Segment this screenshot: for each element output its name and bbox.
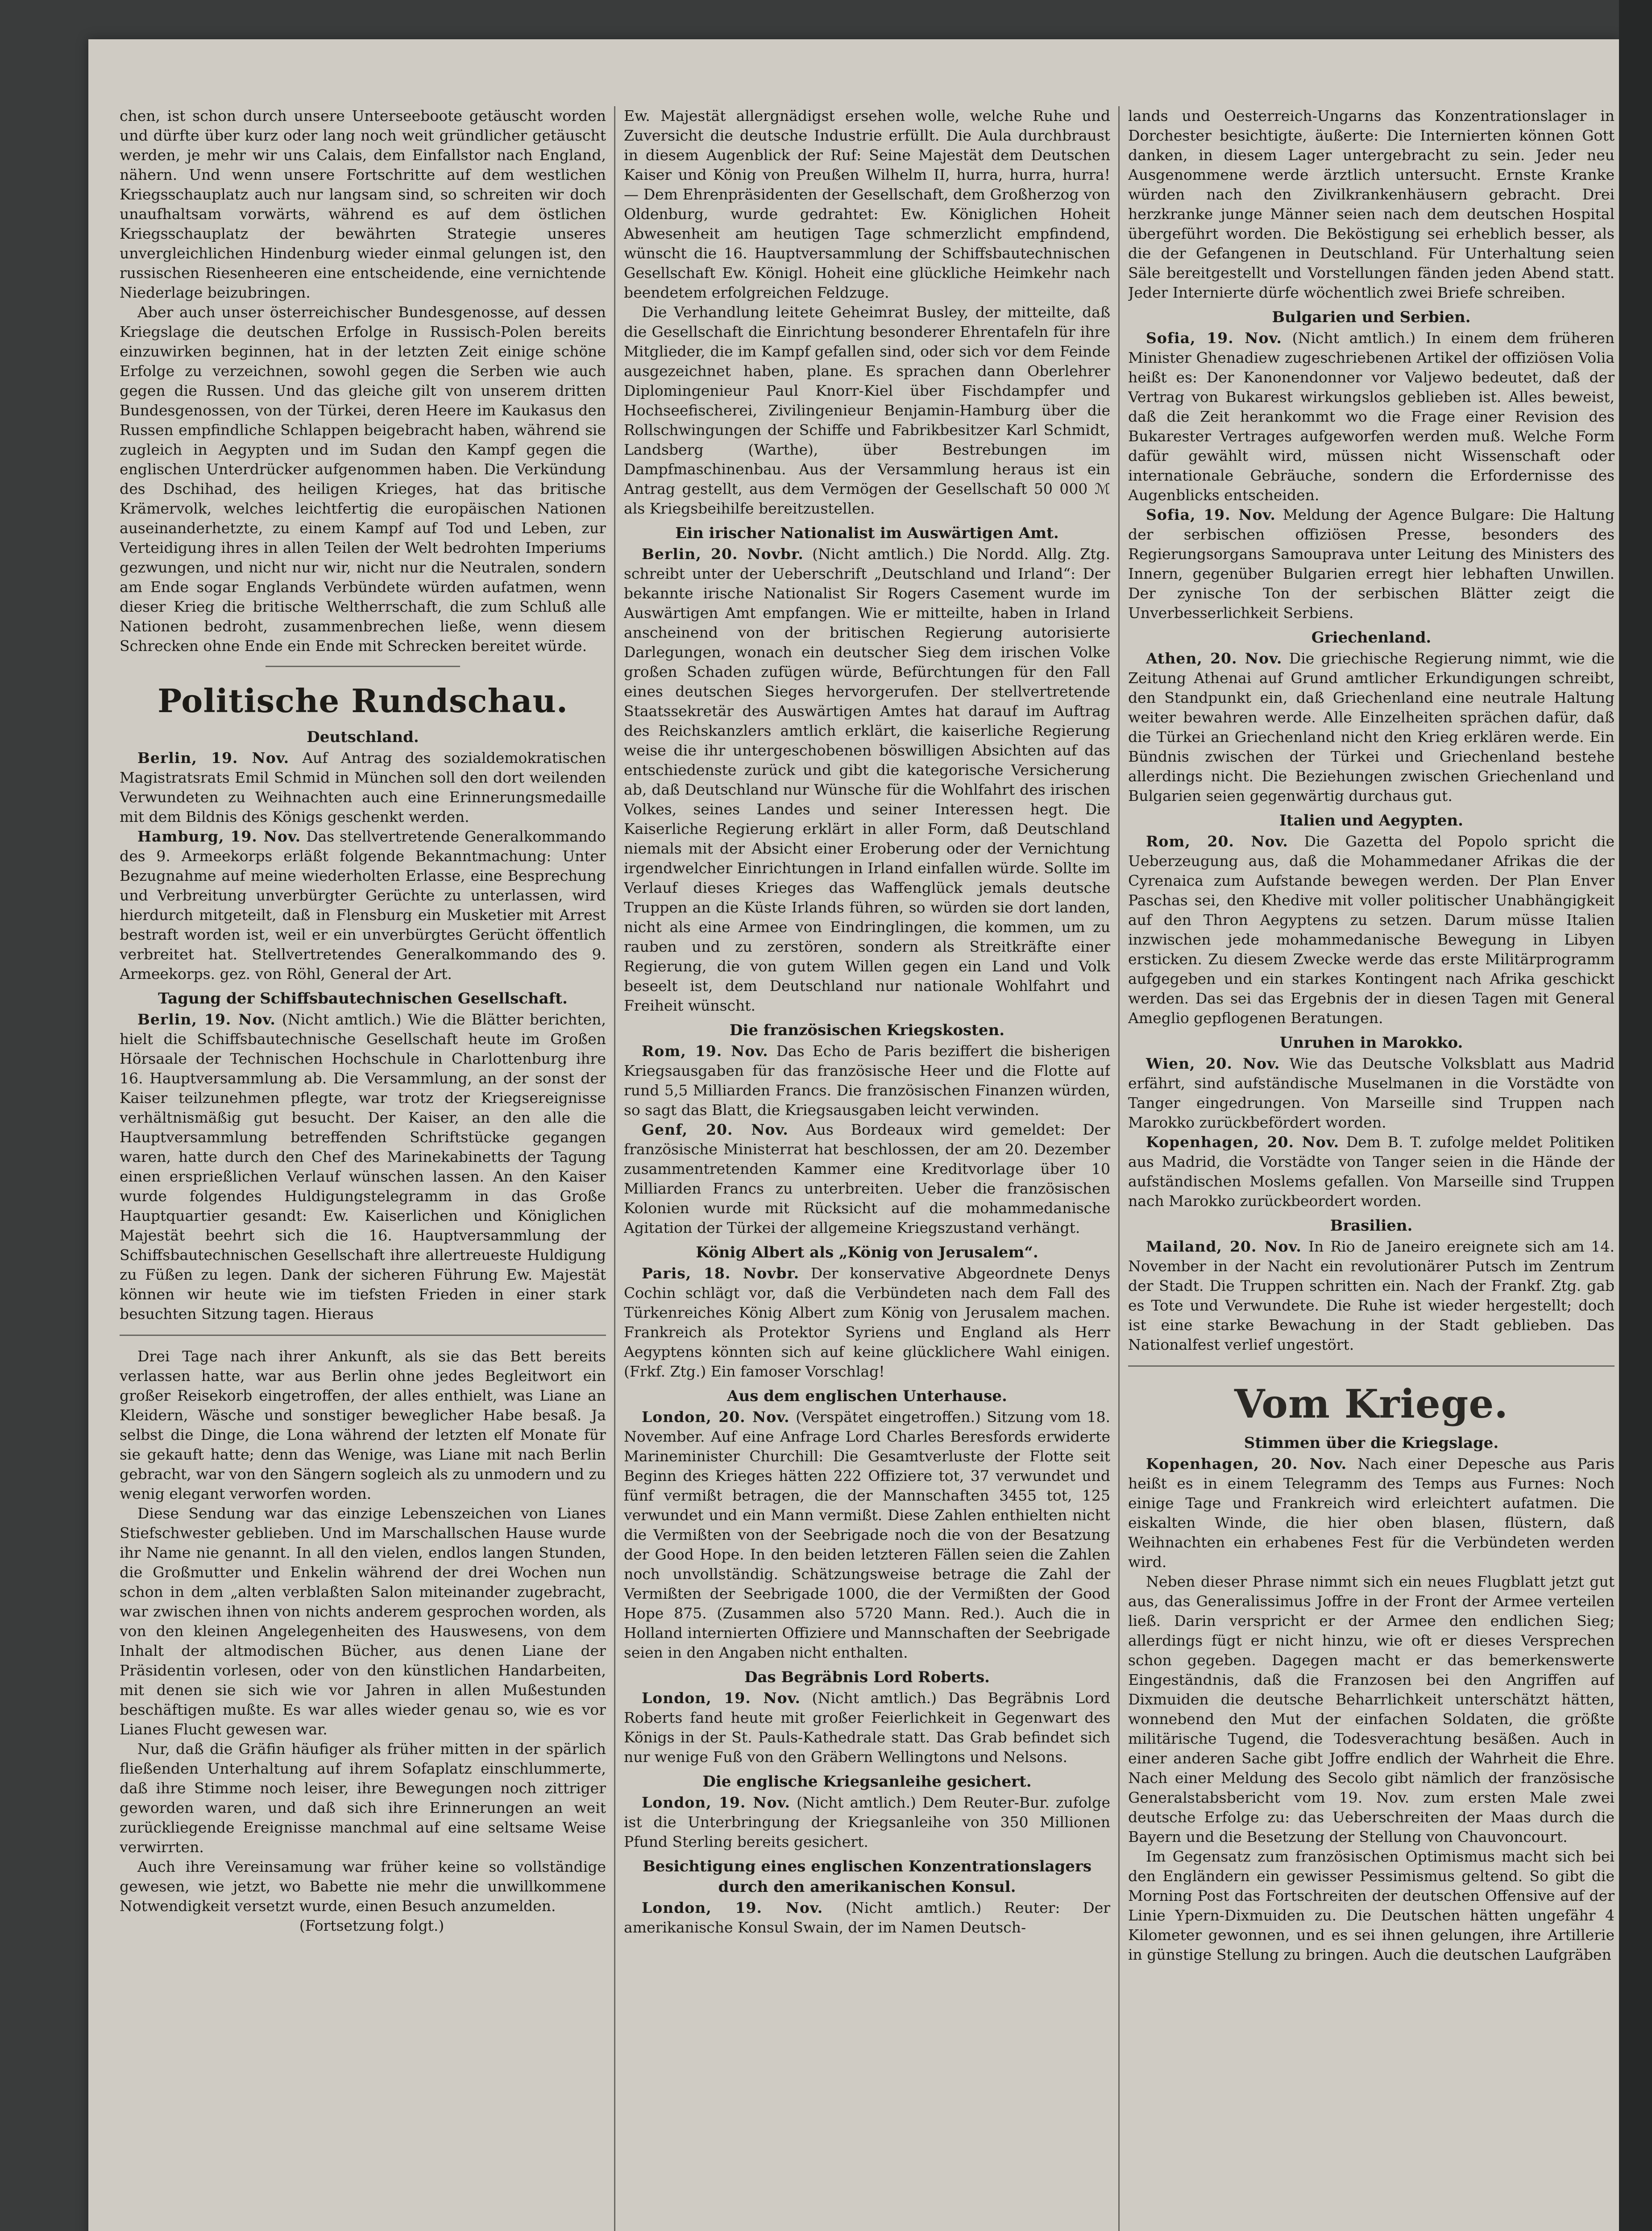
subheading-stimmen: Stimmen über die Kriegslage. <box>1244 1434 1499 1452</box>
news-item-text: Meldung der Agence Bulgare: Die Haltung der serbischen offiziösen Presse, besonders des Regierungsorgans Samouprava unter Leitung des Ministers des Innern, gegenüber Bulgarien erregt hier lebhaften Unwillen. Der zynische Ton der serbischen Blätter zeigt die Unverbesserlichkeit Serbiens. <box>1128 506 1615 622</box>
article-paragraph: Im Gegensatz zum französischen Optimismus macht sich bei den Engländern ein gewisser Pessimismus geltend. So gibt die Morning Post das Fortschreiten der deutschen Offensive auf der Linie Ypern-Dixmuiden zu. Die Deutschen hätten ungefähr 4 Kilometer gewonnen, und es sei ihnen gelungen, ihre Artillerie in günstige Stellung zu bringen. Auch die deutschen Laufgräben <box>1128 1848 1615 1963</box>
news-item-text: Der konservative Abgeordnete Denys Cochin schlägt vor, daß die Verbündeten nach dem Fall des Türkenreiches König Albert zum König von Jerusalem machen. Frankreich als Protektor Syriens und England als Herr Aegyptens könnten sich auf keine glücklichere Wahl einigen. (Frkf. Ztg.) Ein famoser Vorschlag! <box>624 1265 1110 1380</box>
section-title-politische-rundschau: Politische Rundschau. <box>158 682 568 720</box>
subheading-unterhaus: Aus dem englischen Unterhause. <box>727 1387 1007 1405</box>
divider <box>266 666 460 667</box>
dateline: London, 19. Nov. <box>642 1899 823 1916</box>
feuilleton-paragraph: Auch ihre Vereinsamung war früher keine so vollständige gewesen, wie jetzt, wo Babette nie mehr die unwillkommene Notwendigkeit versetzt wurde, einen Besuch anzumelden. <box>120 1858 606 1915</box>
article-continuation: Ew. Majestät allergnädigst ersehen wolle, welche Ruhe und Zuversicht die deutsche Industrie erfüllt. Die Aula durchbraust in diesem Augenblick der Ruf: Seine Majestät dem Deutschen Kaiser und König von Preußen Wilhelm II, hurra, hurra, hurra! — Dem Ehrenpräsidenten der Gesellschaft, dem Großherzog von Oldenburg, wurde gedrahtet: Ew. Königlichen Hoheit Abwesenheit am heutigen Tage schmerzlicht empfindend, wünscht die 16. Hauptversammlung der Schiffsbautechnischen Gesellschaft Ew. Königl. Hoheit eine glückliche Heimkehr nach beendetem erfolgreichen Feldzuge. <box>624 107 1110 301</box>
subheading-marokko: Unruhen in Marokko. <box>1279 1034 1463 1052</box>
dateline: Kopenhagen, 20. Nov. <box>1146 1133 1340 1151</box>
subheading-koenig-albert: König Albert als „König von Jerusalem“. <box>696 1244 1038 1261</box>
feuilleton-paragraph: Drei Tage nach ihrer Ankunft, als sie das Bett bereits verlassen hatte, war aus Berlin ohne jedes Begleitwort ein großer Reisekorb eingetroffen, der alles enthielt, was Liane an Kleidern, Wäsche und sonstiger beweglicher Habe besaß. Ja selbst die Dinge, die Lona während der letzten elf Monate für sie gekauft hatte; denn das Wenige, was Liane mit nach Berlin gebracht, war von den Sängern sogleich als zu unmodern und zu wenig elegant verworfen worden. <box>120 1348 606 1502</box>
dateline: London, 19. Nov. <box>642 1689 801 1707</box>
news-item-text: (Nicht amtlich.) In einem dem früheren Minister Ghenadiew zugeschriebenen Artikel der offiziösen Volia heißt es: Der Kanonendonner vor Valjewo bedeutet, daß der Vertrag von Bukarest wirkungslos geblieben ist. Alles beweist, daß die Zeit herankommt wo die Frage einer Revision des Bukarester Vertrages aufgeworfen werden muß. Welche Form dafür gewählt wird, müssen nicht Wissenschaft oder internationale Gebräuche, sondern die Erfordernisse des Augenblicks entscheiden. <box>1128 329 1615 504</box>
dateline: Kopenhagen, 20. Nov. <box>1146 1455 1347 1472</box>
news-item-text: (Verspätet eingetroffen.) Sitzung vom 18. November. Auf eine Anfrage Lord Charles Beresfords erwiderte Marineminister Churchill: Die Gesamtverluste der Flotte seit Beginn des Krieges hätten 222 Offiziere tot, 37 verwundet und fünf vermißt betragen, die der Mannschaften 3455 tot, 125 verwundet und ein Mann vermißt. Diese Zahlen enthielten nicht die Vermißten von der Seebrigade noch die von der Besatzung der Good Hope. In den beiden letzteren Fällen seien die Zahlen noch unvollständig. Schätzungsweise betrage die Zahl der Vermißten der Seebrigade 1000, die der Vermißten der Good Hope 875. (Zusammen also 5720 Mann. Red.). Auch die in Holland internierten Offiziere und Mannschaften der Seebrigade seien in den Angaben nicht enthalten. <box>624 1408 1110 1661</box>
scan-border <box>1619 0 1652 2231</box>
dateline: London, 19. Nov. <box>642 1794 790 1811</box>
subheading-brasilien: Brasilien. <box>1330 1217 1413 1235</box>
news-item-text: (Nicht amtlich.) Dem Reuter-Bur. zufolge ist die Unterbringung der Kriegsanleihe von 350 Millionen Pfund Sterling bereits gesichert. <box>624 1794 1110 1850</box>
divider <box>1128 1365 1615 1367</box>
subheading-irish-nationalist: Ein irischer Nationalist im Auswärtigen Amt. <box>675 524 1059 542</box>
feuilleton-paragraph: Nur, daß die Gräfin häufiger als früher mitten in der spärlich fließenden Unterhaltung auf ihrem Sofaplatz einschlummerte, daß ihre Stimme noch leiser, ihre Bewegungen noch zittriger geworden waren, und daß sich ihre Erinnerungen an weit zurückliegende Ereignisse manchmal auf eine seltsame Weise verwirrten. <box>120 1740 606 1856</box>
news-item-text: (Nicht amtlich.) Die Nordd. Allg. Ztg. schreibt unter der Ueberschrift „Deutschland und Irland“: Der bekannte irische Nationalist Sir Rogers Casement wurde im Auswärtigen Amt empfangen. Wie er mitteilte, haben in Irland anscheinend von der britischen Regierung autorisierte Darlegungen, wonach ein deutscher Sieg dem irischen Volke großen Schaden zufügen würde, Befürchtungen für den Fall eines deutschen Sieges hervorgerufen. Der stellvertretende Staatssekretär des Auswärtigen Amtes hat darauf im Auftrag des Reichskanzlers amtlich erklärt, die kaiserliche Regierung weise die ihr untergeschobenen böswilligen Absichten auf das entschiedenste zurück und gibt die kategorische Versicherung ab, daß Deutschland nur Wünsche für die Wohlfahrt des irischen Volkes, seines Landes und seiner Interessen hegt. Die Kaiserliche Regierung erklärt in aller Form, daß Deutschland niemals mit der Absicht einer Eroberung oder der Vernichtung irgendwelcher Einrichtungen in Irland einfallen würde. Sollte im Verlauf dieses Krieges das Waffenglück jemals deutsche Truppen an die Küste Irlands führen, so würden sie dort landen, nicht als eine Armee von Eindringlingen, die kommen, um zu rauben und zu zerstören, sondern als Streitkräfte einer Regierung, die von gutem Willen gegen ein Land und Volk beseelt ist, dem Deutschland nur nationale Wohlfahrt und Freiheit wünscht. <box>624 545 1110 1014</box>
dateline: Sofia, 19. Nov. <box>1146 329 1282 347</box>
feuilleton-divider <box>120 1335 606 1336</box>
article-paragraph: Aber auch unser österreichischer Bundesgenosse, auf dessen Kriegslage die deutschen Erfolge in Russisch-Polen bereits einzuwirken beginnen, hat in der letzten Zeit einige schöne Erfolge zu verzeichnen, sowohl gegen die Serben wie auch gegen die Russen. Und das gleiche gilt von unserem dritten Bundesgenossen, von der Türkei, deren Heere im Kaukasus den Russen empfindliche Schlappen beigebracht haben, während sie zugleich in Aegypten und im Sudan den Kampf gegen die englischen Unterdrücker aufgenommen haben. Die Verkündung des Dschihad, des heiligen Krieges, hat das britische Krämervolk, welches leichtfertig die europäischen Nationen auseinanderhetzte, zu einem Kampf auf Tod und Leben, zur Verteidigung ihres in allen Teilen der Welt bedrohten Imperiums gezwungen, und nicht nur wir, nicht nur die Neutralen, sondern am Ende sogar Englands Verbündete würden aufatmen, wenn dieser Krieg die britische Weltherrschaft, die zum Schluß alle Nationen bedroht, zusammenbrechen ließe, wenn diesem Schrecken ohne Ende ein Ende mit Schrecken bereitet würde. <box>120 303 606 655</box>
article-paragraph: Neben dieser Phrase nimmt sich ein neues Flugblatt jetzt gut aus, das Generalissimus Joffre in der Front der Armee verteilen ließ. Darin verspricht er der Armee den endlichen Sieg; allerdings fügt er nicht hinzu, wie oft er dieses Versprechen schon gegeben. Dagegen macht er das bemerkenswerte Eingeständnis, daß die Franzosen bei den Angriffen auf Dixmuiden die deutsche Beharrlichkeit unterschätzt hätten, wonnebend den Mut der einfachen Soldaten, die größte militärische Tugend, die Todesverachtung besäßen. Auch in einer anderen Sache gibt Joffre endlich der Wahrheit die Ehre. Nach einer Meldung des Secolo gibt nämlich der französische Generalstabsbericht vom 19. Nov. zum ersten Male zwei deutsche Erfolge zu: das Ueberschreiten der Maas durch die Bayern und die Besetzung der Stellung von Chauvoncourt. <box>1128 1573 1615 1845</box>
news-item-text: Das stellvertretende Generalkommando des 9. Armeekorps erläßt folgende Bekanntmachung: Unter Bezugnahme auf meine wiederholten Erlasse, eine Besprechung und Verbreitung unverbürgter Gerüchte zu unterlassen, wird hierdurch mitgeteilt, daß in Flensburg ein Musketier mit Arrest bestraft worden ist, weil er ein unverbürgtes Gerücht öffentlich verbreitet hat. Stellvertretendes Generalkommando des 9. Armeekorps. gez. von Röhl, General der Art. <box>120 828 606 983</box>
dateline: Mailand, 20. Nov. <box>1146 1238 1302 1255</box>
news-item-text: (Nicht amtlich.) Reuter: Der amerikanische Konsul Swain, der im Namen Deutsch- <box>624 1899 1110 1936</box>
dateline: Rom, 20. Nov. <box>1146 833 1288 850</box>
subheading-bulgarien: Bulgarien und Serbien. <box>1272 308 1471 326</box>
news-item-text: Nach einer Depesche aus Paris heißt es in einem Telegramm des Temps aus Furnes: Noch einige Tage und Frankreich wird erleichtert aufatmen. Die eiskalten Winde, die hier oben blasen, flüstern, daß Weihnachten ein erhabenes Fest für die Verbündeten werden wird. <box>1128 1455 1615 1571</box>
dateline: Paris, 18. Novbr. <box>642 1265 800 1282</box>
column-2 <box>624 106 1110 2231</box>
continued-note: (Fortsetzung folgt.) <box>299 1917 444 1934</box>
subheading-griechenland: Griechenland. <box>1311 629 1432 647</box>
subheading-deutschland: Deutschland. <box>307 728 419 746</box>
subheading-kriegskosten: Die französischen Kriegskosten. <box>729 1021 1005 1039</box>
subheading-kriegsanleihe: Die englische Kriegsanleihe gesichert. <box>702 1773 1032 1791</box>
newspaper-page <box>88 39 1619 2231</box>
dateline: Athen, 20. Nov. <box>1146 650 1283 667</box>
subheading-tagung: Tagung der Schiffsbautechnischen Gesellschaft. <box>158 990 568 1008</box>
dateline: Rom, 19. Nov. <box>642 1042 768 1060</box>
column-rule <box>1118 106 1120 2231</box>
news-item-text: (Nicht amtlich.) Das Begräbnis Lord Roberts fand heute mit großer Feierlichkeit in Gegenwart des Königs in der St. Pauls-Kathedrale statt. Das Grab befindet sich nur wenige Fuß von den Gräbern Wellingtons und Nelsons. <box>624 1689 1110 1766</box>
dateline: Sofia, 19. Nov. <box>1146 506 1276 523</box>
news-item-text: Wie das Deutsche Volksblatt aus Madrid erfährt, sind aufständische Muselmanen in die Vorstädte von Tanger eingedrungen. Von Marseille sind Truppen nach Marokko zurückbefördert worden. <box>1128 1055 1615 1131</box>
feuilleton-paragraph: Diese Sendung war das einzige Lebenszeichen von Lianes Stiefschwester geblieben. Und im Marschallschen Hause wurde ihr Name nie genannt. In all den vielen, endlos langen Stunden, die Großmutter und Enkelin während der drei Wochen nun schon in dem „alten verblaßten Salon miteinander zugebracht, war zwischen ihnen von nichts anderem gesprochen worden, als von den kleinen Angelegenheiten des Hauswesens, von dem Inhalt der altmodischen Bücher, aus denen Liane der Präsidentin vorlesen, oder von den künstlichen Handarbeiten, mit denen sie sich wie vor Jahren in allen Mußestunden beschäftigen mußte. Es war alles wieder genau so, wie es vor Lianes Flucht gewesen war. <box>120 1505 606 1738</box>
news-item-text: Dem B. T. zufolge meldet Politiken aus Madrid, die Vorstädte von Tanger seien in die Hände der aufständischen Moslems gefallen. Von Marseille sind Truppen nach Marokko zurückbeordert worden. <box>1128 1133 1615 1210</box>
dateline: Berlin, 19. Nov. <box>137 749 290 767</box>
news-item-text: Die griechische Regierung nimmt, wie die Zeitung Athenai auf Grund amtlicher Erkundigungen schreibt, den Standpunkt ein, daß Griechenland eine neutrale Haltung weiter bewahren werde. Alle Einzelheiten sprächen dafür, daß die Türkei an Griechenland nicht den Krieg erklären werde. Ein Bündnis zwischen der Türkei und Griechenland bestehe allerdings nicht. Die Beziehungen zwischen Griechenland und Bulgarien seien gegenwärtig durchaus gut. <box>1128 650 1615 804</box>
dateline: Berlin, 19. Nov. <box>137 1011 276 1028</box>
news-item-text: Auf Antrag des sozialdemokratischen Magistratsrats Emil Schmid in München soll den dort weilenden Verwundeten zu Weihnachten auch eine Erinnerungsmedaille mit dem Bildnis des Königs geschenkt werden. <box>120 749 606 825</box>
news-item-text: (Nicht amtlich.) Wie die Blätter berichten, hielt die Schiffsbautechnische Gesellschaft heute im Großen Hörsaale der Technischen Hochschule in Charlottenburg ihre 16. Hauptversammlung ab. Die Versammlung, an der sonst der Kaiser teilzunehmen pflegte, war trotz der Kriegsereignisse verhältnismäßig gut besucht. Der Kaiser, an den alle die Hauptversammlung betreffenden Schriftstücke gegangen waren, hatte durch den Chef des Marinekabinetts der Tagung einen ersprießlichen Verlauf wünschen lassen. An den Kaiser wurde folgendes Huldigungstelegramm in das Große Hauptquartier gesandt: Ew. Kaiserlichen und Königlichen Majestät beehrt sich die 16. Hauptversammlung der Schiffsbautechnischen Gesellschaft ihre allertreueste Huldigung zu Füßen zu legen. Dank der sicheren Führung Ew. Majestät können wir heute wie im tiefsten Frieden in einer stark besuchten Sitzung tagen. Hieraus <box>120 1011 606 1323</box>
dateline: Genf, 20. Nov. <box>642 1121 789 1138</box>
news-item-text: In Rio de Janeiro ereignete sich am 14. November in der Nacht ein revolutionärer Putsch im Zentrum der Stadt. Die Truppen schritten ein. Nach der Frankf. Ztg. gab es Tote und Verwundete. Die Ruhe ist wieder hergestellt; doch ist eine starke Bewachung in der Stadt geblieben. Das Nationalfest verlief ungestört. <box>1128 1238 1615 1353</box>
dateline: Wien, 20. Nov. <box>1146 1055 1280 1072</box>
column-1 <box>120 106 606 2231</box>
news-item-text: Die Gazetta del Popolo spricht die Ueberzeugung aus, daß die Mohammedaner Afrikas die der Cyrenaica zum Aufstande bewegen werden. Der Plan Enver Paschas sei, den Khedive mit voller politischer Unabhängigkeit auf den Thron Aegyptens zu setzen. Darum müsse Italien inzwischen jede mohammedanische Bewegung in Libyen ersticken. Zu diesem Zwecke werde das erste Militärprogramm aufgegeben und ein starkes Kontingent nach Afrika geschickt werden. Das sei das Ergebnis der in diesen Tagen mit General Ameglio gepflogenen Beratungen. <box>1128 833 1615 1027</box>
news-item-text: Aus Bordeaux wird gemeldet: Der französische Ministerrat hat beschlossen, der am 20. Dezember zusammentretenden Kammer eine Kreditvorlage über 10 Milliarden Francs zu unterbreiten. Ueber die französischen Kolonien wurde mit Rücksicht auf die mohammedanische Agitation der Türkei der allgemeine Kriegszustand verhängt. <box>624 1121 1110 1236</box>
subheading-italien: Italien und Aegypten. <box>1279 812 1463 829</box>
column-rule <box>614 106 615 2231</box>
article-continuation: lands und Oesterreich-Ungarns das Konzentrationslager in Dorchester besichtigte, äußerte: Die Internierten können Gott danken, in diesem Lager untergebracht zu sein. Jeder neu Ausgenommene werde ärztlich untersucht. Ernste Kranke würden nach den Zivilkrankenhäusern gebracht. Drei herzkranke junge Männer seien nach dem deutschen Hospital übergeführt worden. Die Beköstigung sei erheblich besser, als die der Gefangenen in Deutschland. Für Unterhaltung seien Säle bereitgestellt und Vorstellungen fänden jeden Abend statt. Jeder Internierte dürfe wöchentlich zwei Briefe schreiben. <box>1128 107 1615 301</box>
subheading-konzentrationslager: Besichtigung eines englischen Konzentrationslagers durch den amerikanischen Konsul. <box>643 1858 1092 1896</box>
section-title-vom-kriege: Vom Kriege. <box>1234 1381 1509 1427</box>
dateline: Berlin, 20. Novbr. <box>642 545 804 563</box>
article-paragraph: Die Verhandlung leitete Geheimrat Busley, der mitteilte, daß die Gesellschaft die Einrichtung besonderer Ehrentafeln für ihre Mitglieder, die im Kampf gefallen sind, oder sich vor dem Feinde ausgezeichnet haben, plane. Es sprachen dann Oberlehrer Diplomingenieur Paul Knorr-Kiel über Fischdampfer und Hochseefischerei, Zivilingenieur Benjamin-Hamburg über die Rollschwingungen der Schiffe und Fabrikbesitzer Karl Schmidt, Landsberg (Warthe), über Bestrebungen im Dampfmaschinenbau. Aus der Versammlung heraus ist ein Antrag gestellt, aus dem Vermögen der Gesellschaft 50 000 ℳ als Kriegsbeihilfe bereitzustellen. <box>624 303 1110 517</box>
dateline: Hamburg, 19. Nov. <box>137 828 301 845</box>
dateline: London, 20. Nov. <box>642 1408 790 1426</box>
news-item-text: Das Echo de Paris beziffert die bisherigen Kriegsausgaben für das französische Heer und die Flotte auf rund 5,5 Milliarden Francs. Die französischen Finanzen würden, so sagt das Blatt, die Kriegsausgaben leicht verwinden. <box>624 1042 1110 1119</box>
subheading-roberts: Das Begräbnis Lord Roberts. <box>744 1668 990 1686</box>
article-continuation: chen, ist schon durch unsere Unterseeboote getäuscht worden und dürfte über kurz oder lang noch weit gründlicher getäuscht werden, je mehr wir uns Calais, dem Einfallstor nach England, nähern. Und wenn unsere Fortschritte auf dem westlichen Kriegsschauplatz auch nur langsam sind, so schreiten wir doch unaufhaltsam vorwärts, während es auf dem östlichen Kriegsschauplatz der bewährten Strategie unseres unvergleichlichen Hindenburg wieder einmal gelungen ist, den russischen Riesenheeren eine entscheidende, eine vernichtende Niederlage beizubringen. <box>120 107 606 301</box>
column-3 <box>1128 106 1615 2231</box>
